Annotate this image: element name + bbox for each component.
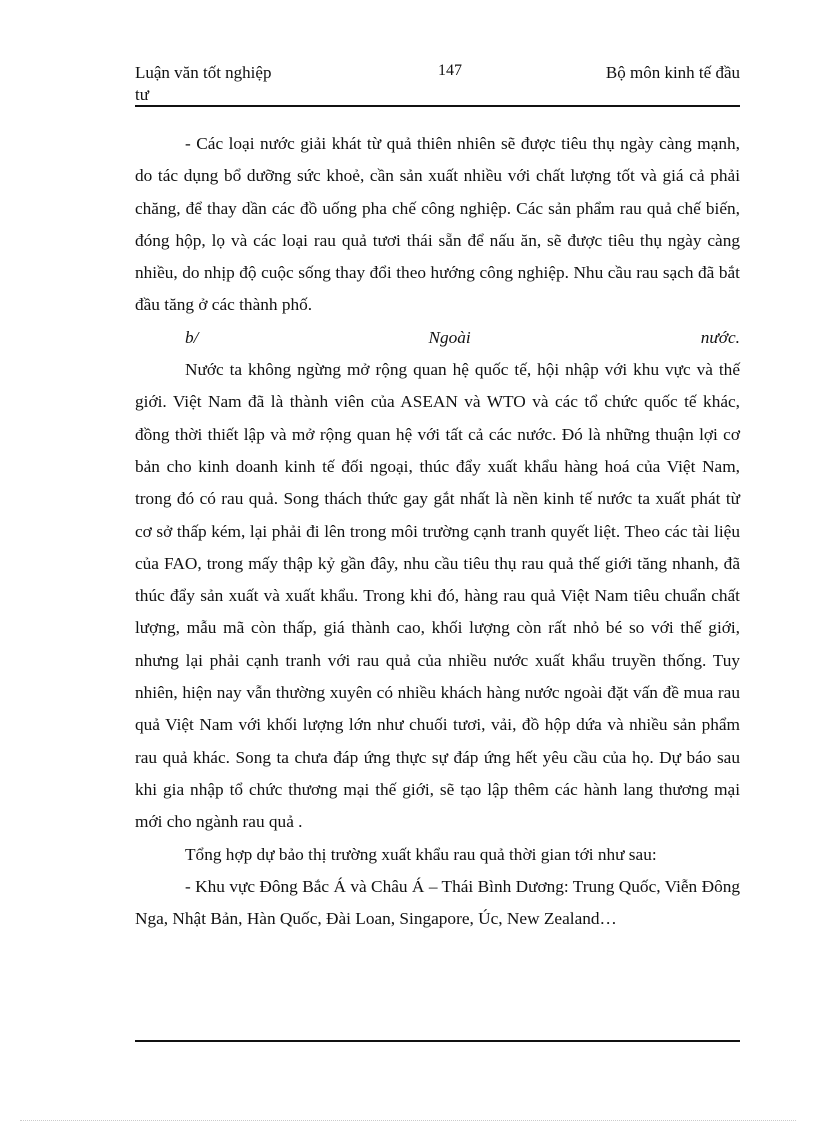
heading-word-1: Ngoài [428, 327, 471, 347]
header-thesis-title-wrap: tư [135, 85, 149, 104]
header-department: Bộ môn kinh tế đầu [605, 63, 740, 82]
body-text [135, 128, 740, 935]
header-divider [135, 105, 740, 107]
header-thesis-title: Luận văn tốt nghiệp [135, 63, 272, 82]
page-number: 147 [438, 62, 462, 79]
paragraph-domestic-beverages: - Các loại nước giải khát từ quả thiên nhiên sẽ được tiêu thụ ngày càng mạnh, do tác dụng bổ dưỡng sức khoẻ, cần sản xuất nhiều với chất lượng tốt và giá cả phải chăng, để thay dần các đồ uống pha chế công nghiệp. Các sản phẩm rau quả chế biến, đóng hộp, lọ và các loại rau quả tươi thái sẵn để nấu ăn, sẽ được tiêu thụ ngày càng nhiều, do nhịp độ cuộc sống thay đổi theo hướng công nghiệp. Nhu cầu rau sạch đã bắt đầu tăng ở các thành phố. [135, 134, 740, 315]
page-edge-dotted-line [20, 1120, 796, 1121]
footer-divider [135, 1040, 740, 1042]
heading-word-2: nước. [700, 327, 740, 347]
paragraph-northeast-asia: - Khu vực Đông Bắc Á và Châu Á – Thái Bình Dương: Trung Quốc, Viễn Đông Nga, Nhật Bản, Hàn Quốc, Đài Loan, Singapore, Úc, New Zealand… [135, 876, 740, 929]
heading-label: b/ [185, 327, 199, 347]
paragraph-international: Nước ta không ngừng mở rộng quan hệ quốc tế, hội nhập với khu vực và thế giới. Việt Nam đã là thành viên của ASEAN và WTO và các tổ chức quốc tế khác, đồng thời thiết lập và mở rộng quan hệ với tất cả các nước. Đó là những thuận lợi cơ bản cho kinh doanh kinh tế đối ngoại, thúc đẩy xuất khẩu hàng hoá của Việt Nam, trong đó có rau quả. Song thách thức gay gắt nhất là nền kinh tế nước ta xuất phát từ cơ sở thấp kém, lại phải đi lên trong môi trường cạnh tranh quyết liệt. Theo các tài liệu của FAO, trong mấy thập kỷ gần đây, nhu cầu tiêu thụ rau quả thế giới tăng nhanh, đã thúc đẩy sản xuất và xuất khẩu. Trong khi đó, hàng rau quả Việt Nam tiêu chuẩn chất lượng, mẫu mã còn thấp, giá thành cao, khối lượng còn rất nhỏ bé so với thế giới, nhưng lại phải cạnh tranh với rau quả của nhiều nước xuất khẩu truyền thống. Tuy nhiên, hiện nay vẫn thường xuyên có nhiều khách hàng nước ngoài đặt vấn đề mua rau quả Việt Nam với khối lượng lớn như chuối tươi, vải, đồ hộp dứa và nhiều sản phẩm rau quả khác. Song ta chưa đáp ứng thực sự đáp ứng hết yêu cầu của họ. Dự báo sau khi gia nhập tổ chức thương mại thế giới, sẽ tạo lập thêm các hành lang thương mại mới cho ngành rau quả . [135, 360, 740, 832]
paragraph-forecast-intro: Tổng hợp dự bảo thị trường xuất khẩu rau quả thời gian tới như sau: [185, 844, 657, 864]
header-left [135, 62, 335, 106]
section-heading-foreign [135, 322, 740, 354]
